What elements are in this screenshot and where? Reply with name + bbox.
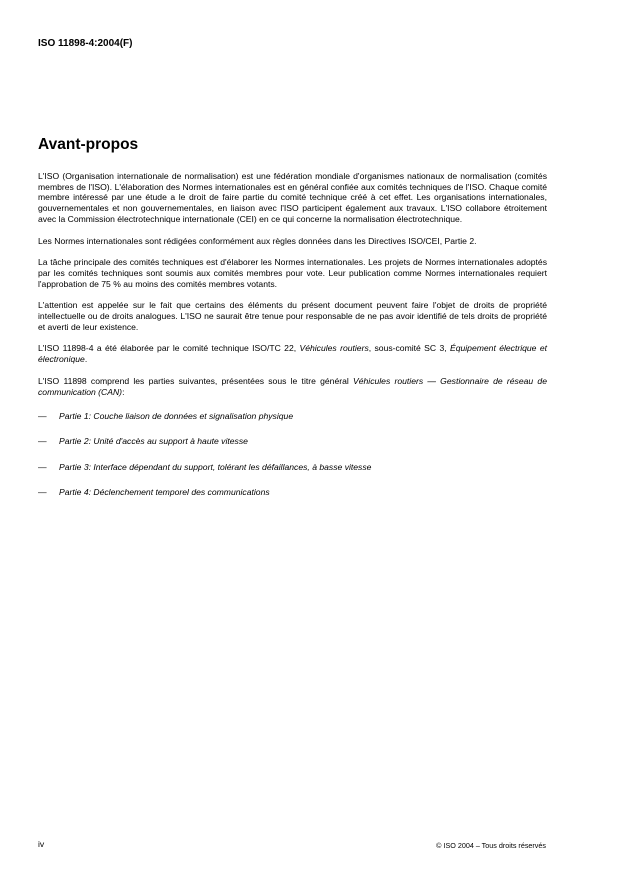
list-dash: — (38, 461, 47, 472)
parts-intro-text: L'ISO 11898 comprend les parties suivantes, présentées sous le titre général (38, 375, 353, 386)
list-item (38, 462, 547, 473)
paragraph-technical-committees: La tâche principale des comités techniques est d'élaborer les Normes internationales. Les projets de Normes internationales adoptés par les comités techniques sont soumis aux comités membres pour vote. Leur publication comme Normes internationales requiert l'approbation de 75 % au moins des comités membres votants. (38, 257, 547, 289)
part-2-title: Partie 2: Unité d'accès au support à haute vitesse (59, 436, 248, 447)
parts-general-title: Véhicules routiers — Gestionnaire de réseau de communication (CAN) (38, 375, 547, 397)
part-3-title: Partie 3: Interface dépendant du support, tolérant les défaillances, à basse vitesse (59, 461, 372, 472)
list-dash: — (38, 411, 47, 422)
list-dash: — (38, 486, 47, 497)
paragraph-parts-intro (38, 376, 547, 397)
list-item (38, 436, 547, 447)
list-item (38, 487, 547, 498)
preparation-text-1: L'ISO 11898-4 a été élaborée par le comité technique ISO/TC 22, (38, 343, 300, 354)
paragraph-patent-rights: L'attention est appelée sur le fait que certains des éléments du présent document peuvent faire l'objet de droits de propriété intellectuelle ou de droits analogues. L'ISO ne saurait être tenue pour responsable de ne pas avoir identifié de tels droits de propriété et averti de leur existence. (38, 300, 547, 332)
preparation-committee-title: Véhicules routiers (299, 343, 369, 354)
copyright-notice: © ISO 2004 – Tous droits réservés (436, 841, 546, 850)
part-4-title: Partie 4: Déclenchement temporel des communications (59, 486, 270, 497)
document-id-header: ISO 11898-4:2004(F) (38, 38, 133, 49)
parts-intro-colon: : (122, 386, 125, 397)
list-dash: — (38, 436, 47, 447)
preparation-text-2: , sous-comité SC 3, (368, 343, 450, 354)
page-number: iv (38, 839, 45, 849)
preparation-subcommittee-title: Équipement électrique et électronique (38, 343, 547, 365)
paragraph-organisation: L'ISO (Organisation internationale de normalisation) est une fédération mondiale d'organismes nationaux de normalisation (comités membres de l'ISO). L'élaboration des Normes internationales est en général confiée aux comités techniques de l'ISO. Chaque comité membre intéressé par une étude a le droit de faire partie du comité technique créé à cet effet. Les organisations internationales, gouvernementales et non gouvernementales, en liaison avec l'ISO participent également aux travaux. L'ISO collabore étroitement avec la Commission électrotechnique internationale (CEI) en ce qui concerne la normalisation électrotechnique. (38, 171, 547, 224)
paragraph-preparation (38, 343, 547, 364)
list-item (38, 411, 547, 422)
document-body (38, 171, 547, 512)
preparation-text-3: . (84, 354, 88, 365)
part-1-title: Partie 1: Couche liaison de données et signalisation physique (59, 411, 294, 422)
paragraph-directives: Les Normes internationales sont rédigées conformément aux règles données dans les Directives ISO/CEI, Partie 2. (38, 235, 477, 246)
section-title: Avant-propos (38, 136, 139, 153)
